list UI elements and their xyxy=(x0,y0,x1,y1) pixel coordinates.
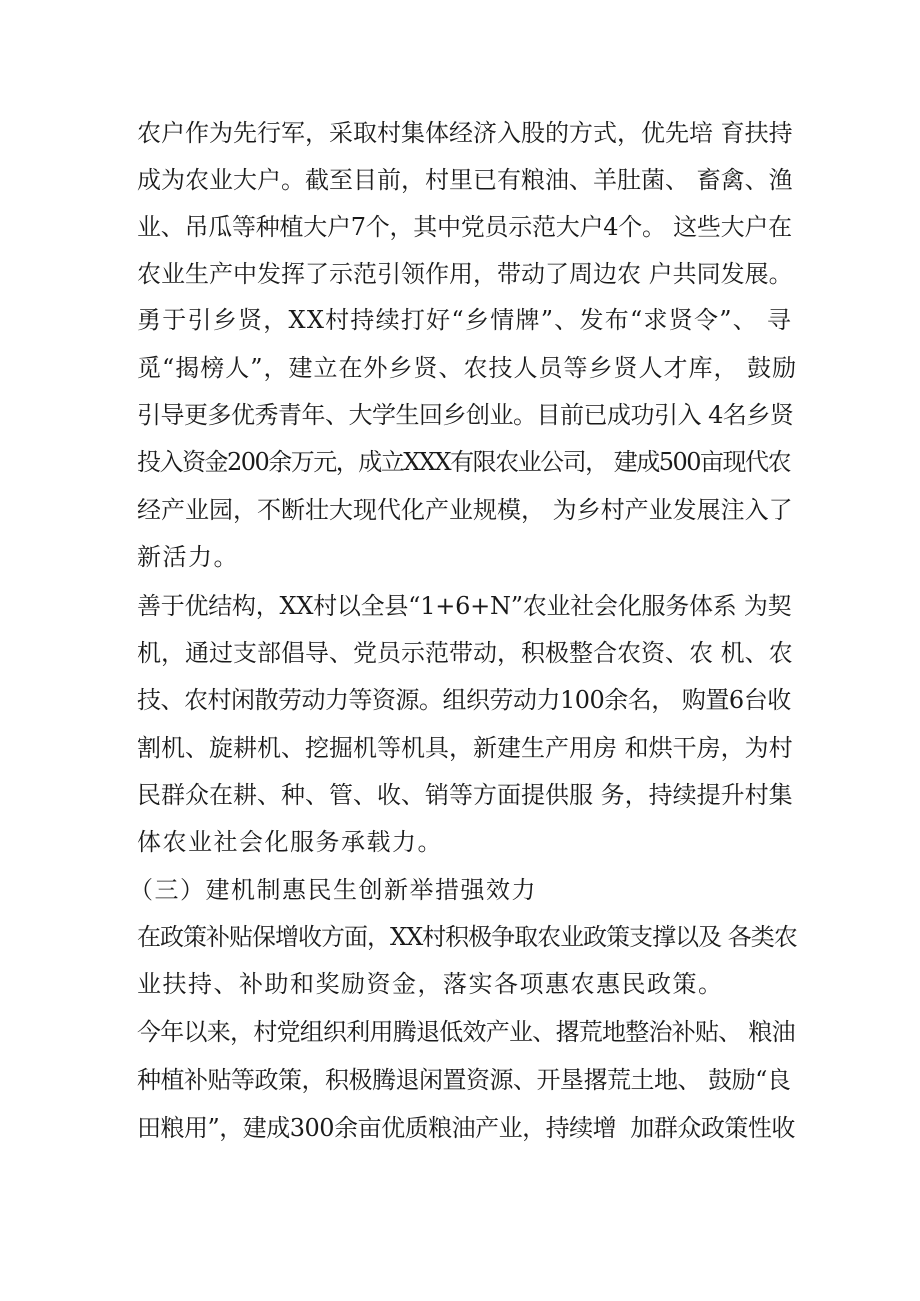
paragraph-line: 在政策补贴保增收方面，XX村积极争取农业政策支撑以及 各类农 xyxy=(137,923,797,951)
paragraph-line: 种植补贴等政策，积极腾退闲置资源、开垦撂荒土地、 鼓励“良 xyxy=(137,1066,791,1094)
paragraph-line: 经产业园，不断壮大现代化产业规模， 为乡村产业发展注入了 xyxy=(137,496,793,524)
paragraph-line: 技、农村闲散劳动力等资源。组织劳动力100余名， 购置6台收 xyxy=(137,686,791,714)
paragraph-line: 投入资金200余万元，成立XXX有限农业公司， 建成500亩现代农 xyxy=(137,448,791,476)
paragraph-line: 体农业社会化服务承载力。 xyxy=(137,828,443,856)
paragraph-line: 今年以来，村党组织利用腾退低效产业、撂荒地整治补贴、 粮油 xyxy=(137,1018,795,1046)
paragraph-line: 新活力。 xyxy=(137,543,239,571)
paragraph-line: 割机、旋耕机、挖掘机等机具，新建生产用房 和烘干房，为村 xyxy=(137,734,793,762)
paragraph-line: 成为农业大户。截至目前，村里已有粮油、羊肚菌、 畜禽、渔 xyxy=(137,166,793,194)
paragraph-line: 觅“揭榜人”，建立在外乡贤、农技人员等乡贤人才库， 鼓励 xyxy=(137,354,798,382)
paragraph-line: 民群众在耕、种、管、收、销等方面提供服 务，持续提升村集 xyxy=(137,781,793,809)
paragraph-line: 机，通过支部倡导、党员示范带动，积极整合农资、农 机、农 xyxy=(137,639,793,667)
paragraph-line: 业、吊瓜等种植大户7个，其中党员示范大户4个。 这些大户在 xyxy=(137,213,792,241)
paragraph-line: 田粮用”，建成300余亩优质粮油产业，持续增 加群众政策性收 xyxy=(137,1114,795,1142)
paragraph-line: 业扶持、补助和奖励资金，落实各项惠农惠民政策。 xyxy=(137,970,724,998)
paragraph-line: 善于优结构，XX村以全县“1+6+N”农业社会化服务体系 为契 xyxy=(137,592,792,620)
paragraph-line: 农业生产中发挥了示范引领作用，带动了周边农 户共同发展。 xyxy=(137,260,793,288)
section-heading: （三）建机制惠民生创新举措强效力 xyxy=(129,876,537,904)
paragraph-line: 引导更多优秀青年、大学生回乡创业。目前已成功引入 4名乡贤 xyxy=(137,401,794,429)
paragraph-line: 勇于引乡贤，XX村持续打好“乡情牌”、发布“求贤令”、 寻 xyxy=(137,306,793,334)
paragraph-line: 农户作为先行军，采取村集体经济入股的方式，优先培 育扶持 xyxy=(137,119,793,147)
